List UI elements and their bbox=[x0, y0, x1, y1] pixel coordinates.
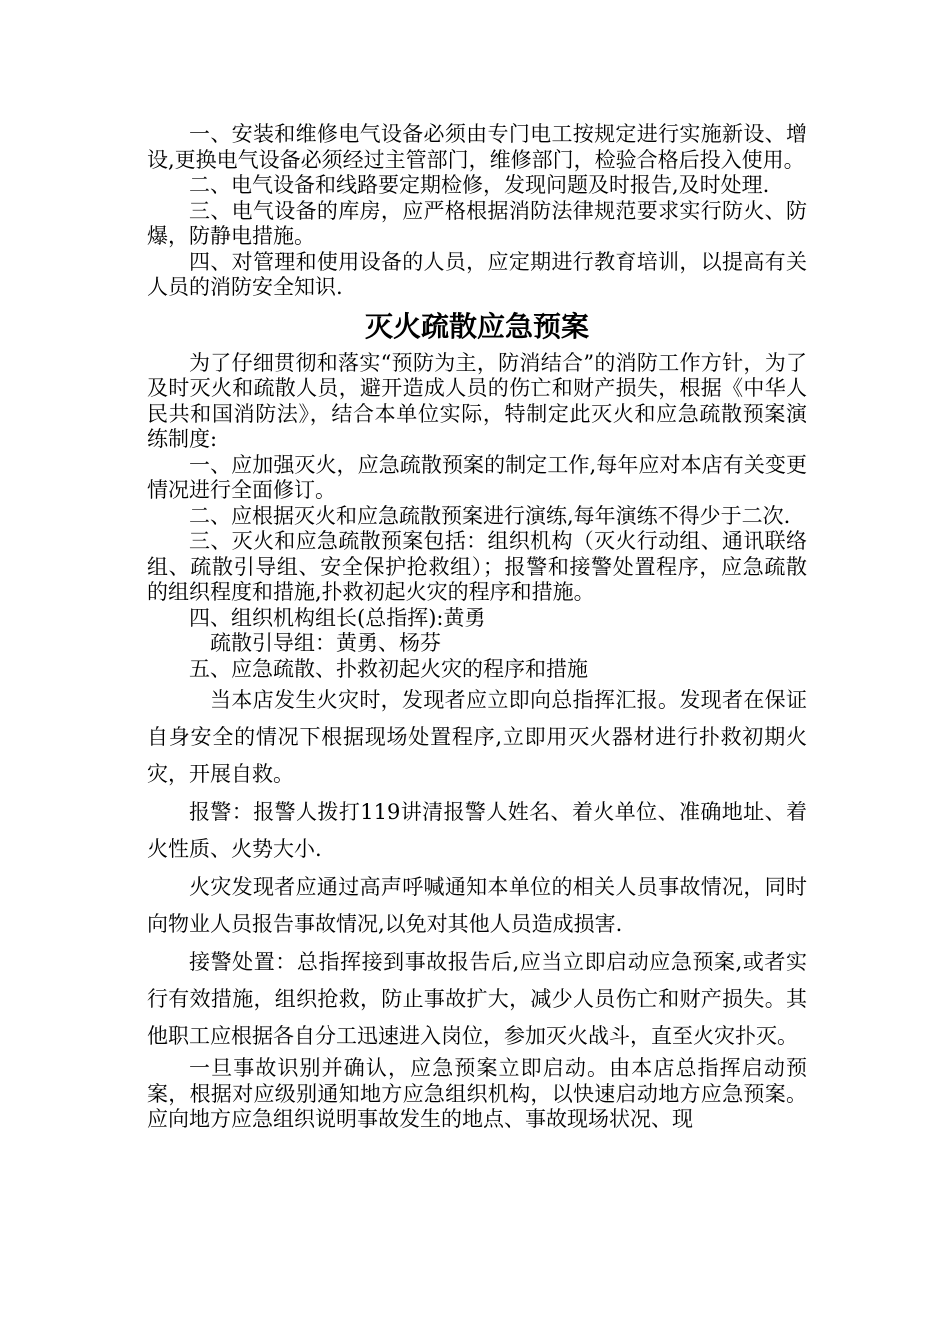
rule-paragraph-1: 一、安装和维修电气设备必须由专门电工按规定进行实施新设、增设,更换电气设备必须经过主管部门，维修部门，检验合格后投入使用。 bbox=[147, 122, 807, 172]
rule-paragraph-2: 二、电气设备和线路要定期检修，发现问题及时报告,及时处理. bbox=[189, 173, 770, 197]
plan-item-1: 一、应加强灭火，应急疏散预案的制定工作,每年应对本店有关变更情况进行全面修订。 bbox=[147, 452, 807, 502]
section-title: 灭火疏散应急预案 bbox=[364, 309, 589, 343]
plan-item-3: 三、灭火和应急疏散预案包括：组织机构（灭火行动组、通讯联络组、疏散引导组、安全保护抢救组）；报警和接警处置程序，应急疏散的组织程度和措施,扑救初起火灾的程序和措施。 bbox=[147, 529, 807, 604]
plan-item-4: 四、组织机构组长(总指挥):黄勇 bbox=[189, 605, 486, 630]
response-paragraph: 接警处置：总指挥接到事故报告后,应当立即启动应急预案,或者实行有效措施，组织抢救，防止事故扩大，减少人员伤亡和财产损失。其他职工应根据各自分工迅速进入岗位，参加灭火战斗，直至火灾扑灭。 bbox=[147, 950, 807, 1048]
rule-paragraph-4: 四、对管理和使用设备的人员，应定期进行教育培训，以提高有关人员的消防安全知识. bbox=[147, 249, 807, 299]
plan-item-4-sub: 疏散引导组：黄勇、杨芬 bbox=[210, 631, 441, 655]
alarm-paragraph: 报警：报警人拨打119讲清报警人姓名、着火单位、准确地址、着火性质、火势大小. bbox=[147, 800, 807, 861]
activation-paragraph: 一旦事故识别并确认，应急预案立即启动。由本店总指挥启动预案，根据对应级别通知地方应急组织机构，以快速启动地方应急预案。应向地方应急组织说明事故发生的地点、事故现场状况、现 bbox=[147, 1056, 807, 1131]
plan-item-5-paragraph: 当本店发生火灾时，发现者应立即向总指挥汇报。发现者在保证自身安全的情况下根据现场处置程序,立即用灭火器材进行扑救初期火灾，开展自救。 bbox=[147, 688, 807, 786]
plan-item-5: 五、应急疏散、扑救初起火灾的程序和措施 bbox=[189, 656, 588, 681]
notify-paragraph: 火灾发现者应通过高声呼喊通知本单位的相关人员事故情况，同时向物业人员报告事故情况,以免对其他人员造成损害. bbox=[147, 875, 807, 936]
plan-item-2: 二、应根据灭火和应急疏散预案进行演练,每年演练不得少于二次. bbox=[189, 503, 791, 528]
plan-intro: 为了仔细贯彻和落实“预防为主，防消结合”的消防工作方针，为了及时灭火和疏散人员，避开造成人员的伤亡和财产损失，根据《中华人民共和国消防法》，结合本单位实际，特制定此灭火和应急疏散预案演练制度: bbox=[147, 350, 807, 451]
rule-paragraph-3: 三、电气设备的库房，应严格根据消防法律规范要求实行防火、防爆，防静电措施。 bbox=[147, 198, 807, 248]
document-page bbox=[147, 122, 807, 1133]
